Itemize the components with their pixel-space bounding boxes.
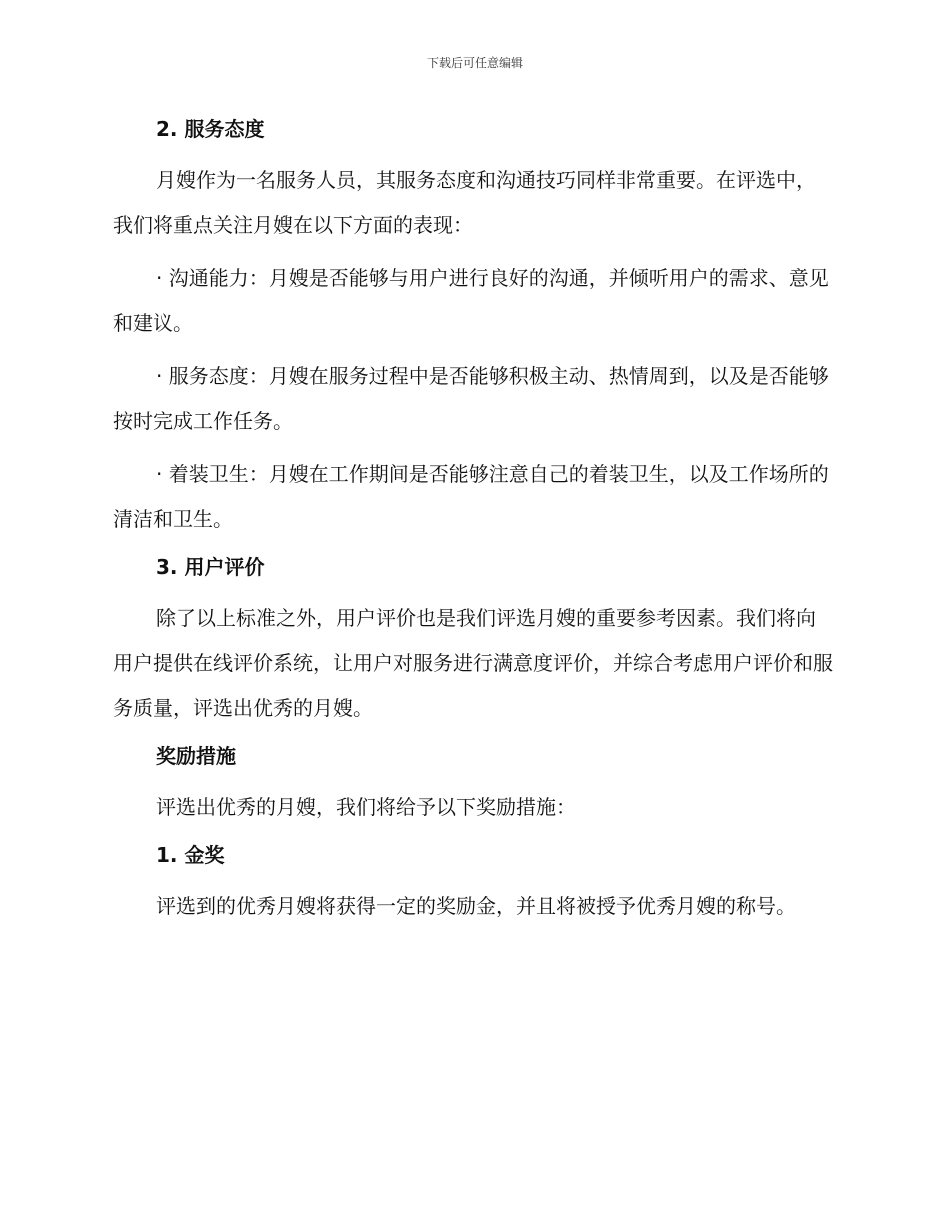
bullet-service-attitude: · 服务态度：月嫂在服务过程中是否能够积极主动、热情周到，以及是否能够按时完成工作任务。 [113,364,829,433]
gold-award-body: 评选到的优秀月嫂将获得一定的奖励金，并且将被授予优秀月嫂的称号。 [156,894,796,918]
user-review-body: 除了以上标准之外，用户评价也是我们评选月嫂的重要参考因素。我们将向用户提供在线评价系统，让用户对服务进行满意度评价，并综合考虑用户评价和服务质量，评选出优秀的月嫂。 [113,606,833,720]
bullet-communication: · 沟通能力：月嫂是否能够与用户进行良好的沟通，并倾听用户的需求、意见和建议。 [113,266,829,335]
section-heading-gold-award: 1. 金奖 [156,843,225,867]
rewards-intro: 评选出优秀的月嫂，我们将给予以下奖励措施： [156,795,576,819]
bullet-dress-hygiene: · 着装卫生：月嫂在工作期间是否能够注意自己的着装卫生，以及工作场所的清洁和卫生。 [113,462,829,531]
document-body [113,112,833,929]
section-heading-user-review: 3. 用户评价 [156,555,265,579]
service-attitude-intro: 月嫂作为一名服务人员，其服务态度和沟通技巧同样非常重要。在评选中，我们将重点关注月嫂在以下方面的表现： [113,168,816,237]
section-heading-service-attitude: 2. 服务态度 [156,117,265,141]
page-header: 下载后可任意编辑 [426,56,523,70]
section-heading-rewards: 奖励措施 [156,744,236,768]
